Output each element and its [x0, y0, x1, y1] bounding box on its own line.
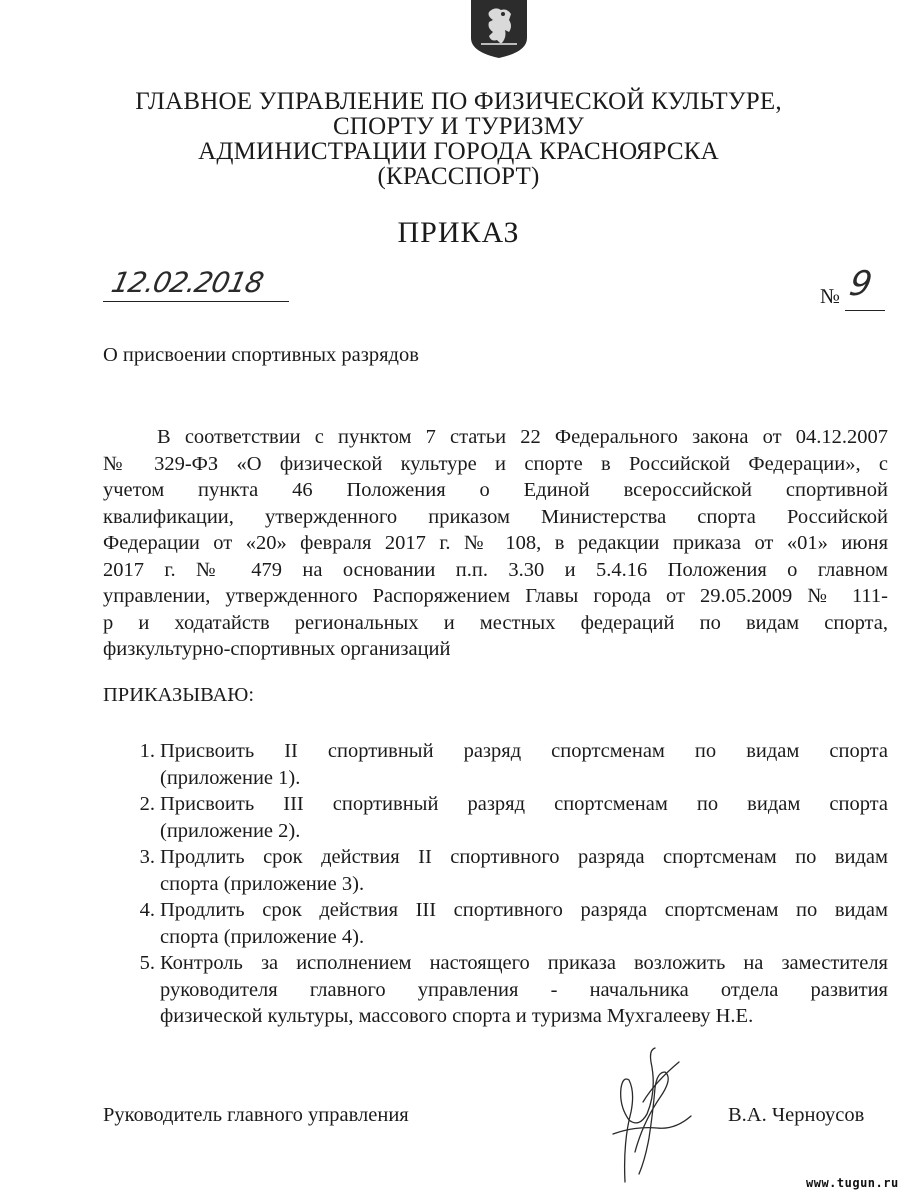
item-line: (приложение 2).: [160, 819, 301, 842]
item-line: Контроль за исполнением настоящего приказа возложить на заместителя: [160, 952, 888, 974]
date-underline: [103, 301, 289, 302]
item-line: Продлить срок действия III спортивного разряда спортсменам по видам: [160, 899, 888, 921]
list-item: [103, 844, 888, 897]
handwritten-signature: [595, 1042, 705, 1192]
preamble-line: № 329-ФЗ «О физической культуре и спорте в Российской Федерации», с: [103, 452, 888, 475]
preamble-line: В соответствии с пунктом 7 статьи 22 Федерального закона от 04.12.2007: [157, 426, 888, 448]
header-line-3: АДМИНИСТРАЦИИ ГОРОДА КРАСНОЯРСКА: [198, 138, 719, 165]
item-number: 5.: [139, 952, 155, 974]
item-line: Присвоить II спортивный разряд спортсменам по видам спорта: [160, 740, 888, 762]
order-subject: О присвоении спортивных разрядов: [103, 344, 419, 366]
item-line: физической культуры, массового спорта и туризма Мухгалееву Н.Е.: [160, 1005, 754, 1027]
preamble-line: квалификации, утвержденного приказом Министерства спорта Российской: [103, 505, 888, 528]
order-word: ПРИКАЗЫВАЮ:: [103, 684, 255, 706]
header-line-1: ГЛАВНОЕ УПРАВЛЕНИЕ ПО ФИЗИЧЕСКОЙ КУЛЬТУРЕ,: [135, 88, 782, 115]
site-watermark: www.tugun.ru: [806, 1176, 899, 1190]
item-number: 4.: [139, 899, 155, 921]
item-number: 3.: [139, 846, 155, 868]
header-line-2: СПОРТУ И ТУРИЗМУ: [332, 113, 585, 140]
list-item: [103, 950, 888, 1030]
order-number: 9: [846, 264, 876, 304]
item-number: 2.: [139, 793, 155, 815]
preamble-line: Федерации от «20» февраля 2017 г. № 108, в редакции приказа от «01» июня: [103, 532, 888, 554]
preamble-line: р и ходатайств региональных и местных федераций по видам спорта,: [103, 611, 888, 634]
signatory-name: В.А. Черноусов: [728, 1104, 865, 1126]
preamble-line: управлении, утвержденного Распоряжением Главы города от 29.05.2009 № 111-: [103, 585, 888, 607]
preamble-line: учетом пункта 46 Положения о Единой всероссийской спортивной: [103, 479, 888, 501]
item-number: 1.: [139, 740, 155, 762]
item-line: спорта (приложение 3).: [160, 872, 365, 895]
item-line: спорта (приложение 4).: [160, 925, 365, 948]
list-item: [103, 897, 888, 950]
header-line-4: (КРАССПОРТ): [377, 163, 540, 190]
item-line: Присвоить III спортивный разряд спортсменам по видам спорта: [160, 793, 888, 815]
order-date: 12.02.2018: [108, 266, 266, 299]
coat-of-arms-emblem: [467, 0, 531, 58]
preamble-paragraph: [103, 424, 888, 663]
list-item: [103, 791, 888, 844]
list-item: [103, 738, 888, 791]
item-line: Продлить срок действия II спортивного разряда спортсменам по видам: [160, 846, 888, 868]
preamble-line: физкультурно-спортивных организаций: [103, 638, 451, 660]
number-label: №: [820, 284, 841, 308]
number-underline: [845, 310, 885, 311]
item-line: (приложение 1).: [160, 766, 301, 789]
document-title: ПРИКАЗ: [397, 216, 520, 249]
item-line: руководителя главного управления - начальника отдела развития: [160, 978, 888, 1001]
preamble-line: 2017 г. № 479 на основании п.п. 3.30 и 5.4.16 Положения о главном: [103, 558, 888, 581]
order-items-list: [103, 738, 888, 1030]
signatory-title: Руководитель главного управления: [103, 1104, 409, 1126]
